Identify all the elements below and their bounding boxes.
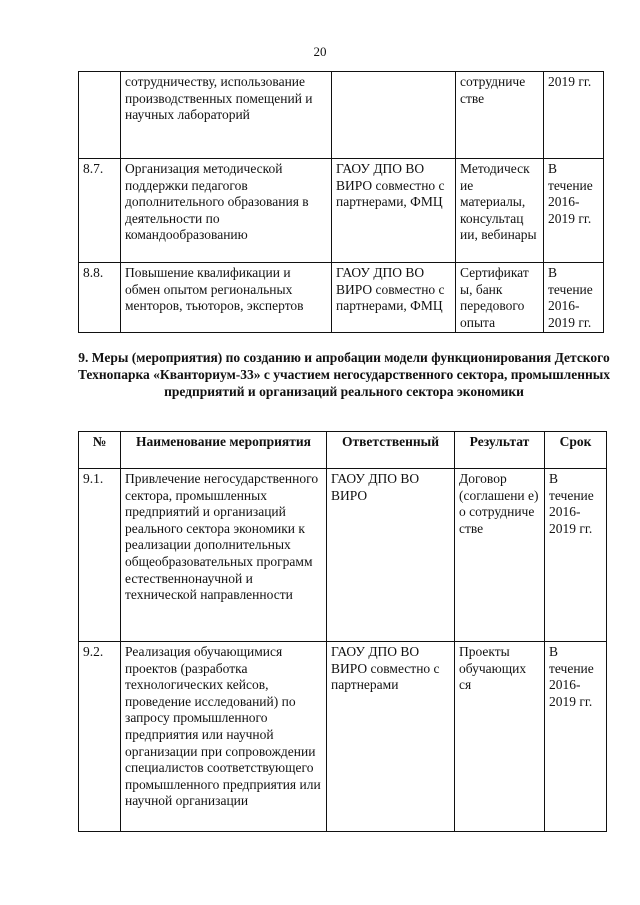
term: В течение 2016- 2019 гг.	[544, 159, 604, 263]
header-term: Срок	[545, 432, 607, 469]
row-number: 9.2.	[79, 642, 121, 832]
result: Проекты обучающих ся	[455, 642, 545, 832]
measures-table-section-9	[78, 431, 607, 832]
responsible: ГАОУ ДПО ВО ВИРО совместно с партнерами	[327, 642, 455, 832]
term: В течение 2016- 2019 гг.	[545, 469, 607, 642]
result: Договор (соглашени е) о сотрудниче стве	[455, 469, 545, 642]
measure-name: Реализация обучающимися проектов (разработка технологических кейсов, проведение исследований) по запросу промышленного предприятия или научной организации при сопровождении специалистов соответствующего промышленного предприятия или научной организации	[121, 642, 327, 832]
table-row	[79, 469, 607, 642]
term: В течение 2016- 2019 гг.	[545, 642, 607, 832]
section-heading: 9. Меры (мероприятия) по созданию и апробации модели функционирования Детского Технопарка «Кванториум-33» с участием негосударственного сектора, промышленных предприятий и организаций реального сектора экономики	[77, 350, 611, 399]
header-responsible: Ответственный	[327, 432, 455, 469]
table-row	[79, 642, 607, 832]
table-row	[79, 159, 604, 263]
row-number	[79, 72, 121, 159]
row-number: 8.8.	[79, 263, 121, 333]
page-number: 20	[313, 44, 327, 59]
table-row	[79, 72, 604, 159]
measure-name: Повышение квалификации и обмен опытом региональных менторов, тьюторов, экспертов	[121, 263, 332, 333]
responsible: ГАОУ ДПО ВО ВИРО совместно с партнерами, ФМЦ	[332, 263, 456, 333]
measure-name: Привлечение негосударственного сектора, промышленных предприятий и организаций реального сектора экономики к реализации дополнительных общеобразовательных программ естественнонаучной и технической направленности	[121, 469, 327, 642]
responsible: ГАОУ ДПО ВО ВИРО совместно с партнерами, ФМЦ	[332, 159, 456, 263]
table-row	[79, 263, 604, 333]
responsible	[332, 72, 456, 159]
term: В течение 2016- 2019 гг.	[544, 263, 604, 333]
measure-name: Организация методической поддержки педагогов дополнительного образования в деятельности по командообразованию	[121, 159, 332, 263]
result: Сертификат ы, банк передового опыта	[456, 263, 544, 333]
row-number: 8.7.	[79, 159, 121, 263]
result: сотрудниче стве	[456, 72, 544, 159]
result: Методическ ие материалы, консультац ии, вебинары	[456, 159, 544, 263]
table-header-row	[79, 432, 607, 469]
header-result: Результат	[455, 432, 545, 469]
header-number: №	[79, 432, 121, 469]
header-name: Наименование мероприятия	[121, 432, 327, 469]
measures-table-continued	[78, 71, 604, 333]
term: 2019 гг.	[544, 72, 604, 159]
measure-name: сотрудничеству, использование производственных помещений и научных лабораторий	[121, 72, 332, 159]
row-number: 9.1.	[79, 469, 121, 642]
responsible: ГАОУ ДПО ВО ВИРО	[327, 469, 455, 642]
